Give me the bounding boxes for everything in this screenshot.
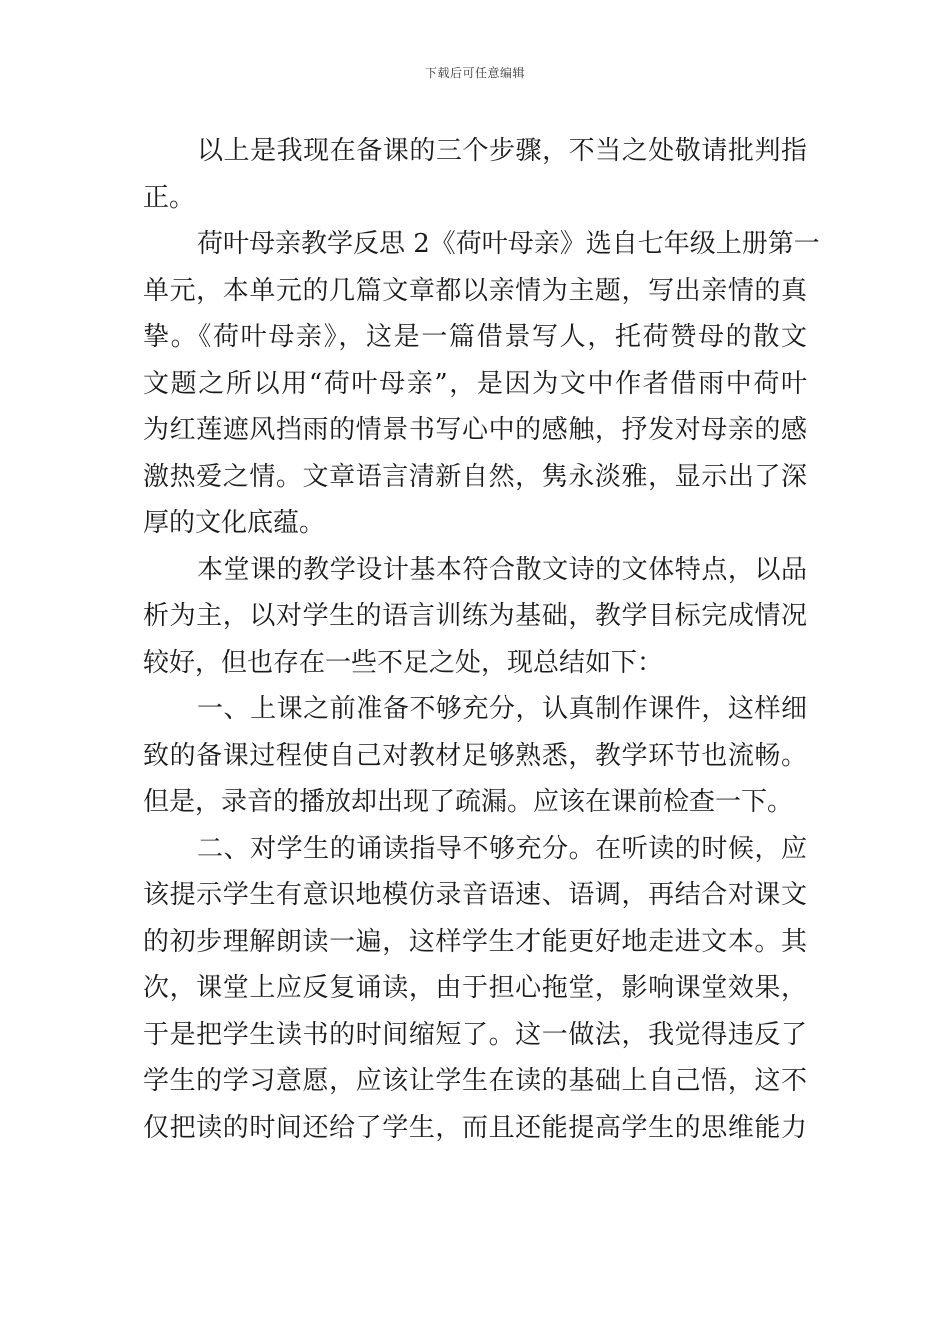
text-line: 激热爱之情。文章语言清新自然，隽永淡雅，显示出了深: [143, 461, 807, 492]
text-line: 本堂课的教学设计基本符合散文诗的文体特点，以品: [197, 554, 807, 585]
text-line: 的初步理解朗读一遍，这样学生才能更好地走进文本。其: [143, 926, 807, 957]
text-line: 二、对学生的诵读指导不够充分。在听读的时候，应: [197, 833, 807, 864]
text-line: 正。: [143, 182, 196, 213]
text-line: 于是把学生读书的时间缩短了。这一做法，我觉得违反了: [143, 1019, 807, 1050]
text-line: 一、上课之前准备不够充分，认真制作课件，这样细: [197, 694, 807, 724]
text-line: 单元，本单元的几篇文章都以亲情为主题，写出亲情的真: [143, 275, 807, 306]
header-note: 下载后可任意编辑: [424, 66, 525, 80]
text-line: 为红莲遮风挡雨的情景书写心中的感触，抒发对母亲的感: [143, 415, 807, 445]
text-line: 挚。《荷叶母亲》，这是一篇借景写人，托荷赞母的散文: [143, 322, 807, 352]
text-line: 以上是我现在备课的三个步骤，不当之处敬请批判指: [197, 136, 807, 166]
text-line: 厚的文化底蕴。: [143, 508, 326, 538]
text-line: 该提示学生有意识地模仿录音语速、语调，再结合对课文: [143, 880, 807, 910]
text-line: 仅把读的时间还给了学生，而且还能提高学生的思维能力: [143, 1112, 807, 1143]
body-text: [143, 128, 820, 1151]
text-line: 荷叶母亲教学反思 2《荷叶母亲》选自七年级上册第一: [197, 229, 820, 259]
text-line: 较好，但也存在一些不足之处，现总结如下：: [143, 647, 664, 678]
text-line: 次，课堂上应反复诵读，由于担心拖堂，影响课堂效果，: [143, 973, 807, 1003]
text-line: 文题之所以用“荷叶母亲”，是因为文中作者借雨中荷叶: [143, 368, 807, 399]
text-line: 学生的学习意愿，应该让学生在读的基础上自己悟，这不: [143, 1066, 807, 1096]
text-line: 析为主，以对学生的语言训练为基础，教学目标完成情况: [143, 601, 807, 631]
text-line: 但是，录音的播放却出现了疏漏。应该在课前检查一下。: [143, 787, 794, 817]
text-line: 致的备课过程使自己对教材足够熟悉，教学环节也流畅。: [143, 740, 807, 771]
